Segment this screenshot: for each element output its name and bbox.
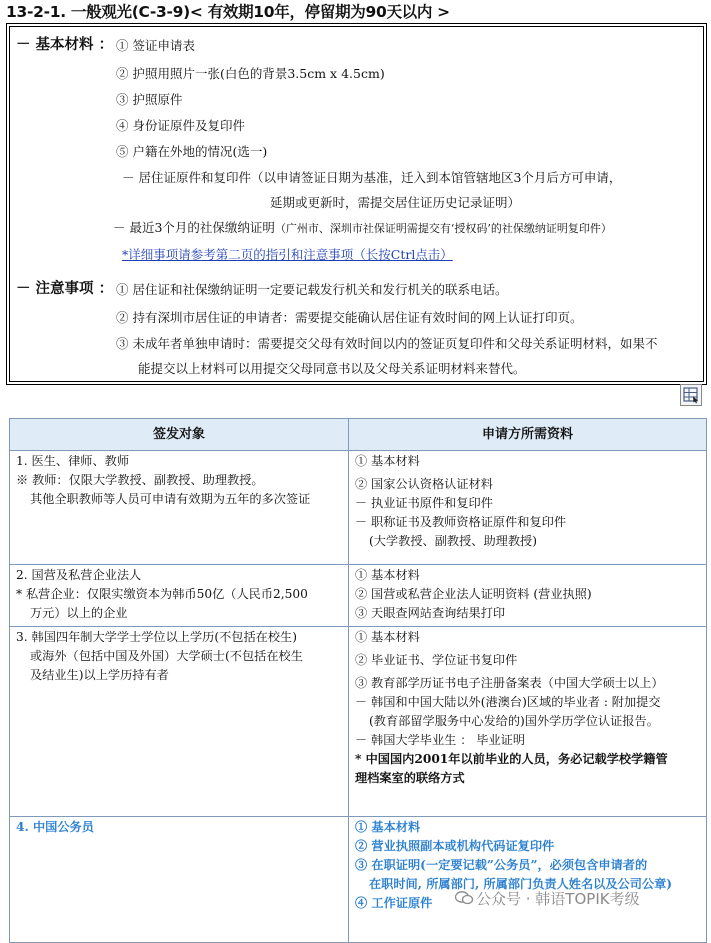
cell-line: ③ 在职证明(一定要记载”公务员”，必须包含申请者的 xyxy=(355,858,648,872)
cell-line: 2. 国营及私营企业法人 xyxy=(16,568,142,582)
table-row xyxy=(10,451,707,565)
basic-item: ④ 身份证原件及复印件 xyxy=(116,118,245,133)
cell-line: － 职称证书及教师资格证原件和复印件 xyxy=(355,515,567,529)
notes-heading: － 注意事项 ： xyxy=(16,281,114,297)
basic-info-box xyxy=(9,26,704,382)
target-cell xyxy=(10,451,349,565)
cell-line: 1. 医生、律师、教师 xyxy=(16,454,130,468)
note-item: ② 持有深圳市居住证的申请者：需要提交能确认居住证有效时间的网上认证打印页。 xyxy=(116,310,583,325)
cell-line: ② 毕业证书、学位证书复印件 xyxy=(355,653,518,667)
target-cell xyxy=(10,627,349,817)
basic-item-text: － 最近3个月的社保缴纳证明 xyxy=(113,220,275,235)
table-row xyxy=(10,565,707,627)
cell-line: ① 基本材料 xyxy=(355,820,421,834)
materials-cell xyxy=(349,817,707,943)
basic-item xyxy=(113,218,612,236)
cell-line: ② 营业执照副本或机构代码证复印件 xyxy=(355,839,555,853)
cell-line: ③ 天眼查网站查询结果打印 xyxy=(355,606,506,620)
cell-line: 3. 韩国四年制大学学士学位以上学历(不包括在校生) xyxy=(16,630,297,644)
cell-line: 及结业生)以上学历持有者 xyxy=(30,668,169,682)
basic-item: － 居住证原件和复印件（以申请签证日期为基准，迁入到本馆管辖地区3个月后方可申请， xyxy=(122,170,622,185)
cell-line: 或海外（包括中国及外国）大学硕士(不包括在校生 xyxy=(30,649,303,663)
cell-line: 万元）以上的企业 xyxy=(30,606,128,620)
table-header-row xyxy=(10,419,707,451)
basic-item: ③ 护照原件 xyxy=(116,92,183,107)
watermark-text: 公众号 · 韩语TOPIK考级 xyxy=(476,890,640,908)
cell-line: － 韩国大学毕业生 ： 毕业证明 xyxy=(355,733,526,747)
watermark xyxy=(455,888,640,909)
cell-line: 理档案室的联络方式 xyxy=(355,771,465,785)
table-select-icon[interactable] xyxy=(680,384,702,406)
cell-line: * 私营企业：仅限实缴资本为韩币50亿（人民币2,500 xyxy=(16,587,308,601)
cell-line: 在职时间, 所属部门, 所属部门负责人姓名以及公司公章) xyxy=(369,877,673,891)
target-cell xyxy=(10,817,349,943)
materials-cell xyxy=(349,565,707,627)
cell-line: 4. 中国公务员 xyxy=(16,820,94,834)
column-header: 签发对象 xyxy=(10,419,349,451)
note-item: 能提交以上材料可以用提交父母同意书以及父母关系证明材料来替代。 xyxy=(138,361,526,376)
cell-line: － 执业证书原件和复印件 xyxy=(355,496,493,510)
basic-item: ② 护照用照片一张(白色的背景3.5cm x 4.5cm) xyxy=(116,66,385,81)
table-row xyxy=(10,627,707,817)
cell-line: ② 国家公认资格认证材料 xyxy=(355,477,493,491)
basic-item: ① 签证申请表 xyxy=(116,38,195,53)
cell-line: ③ 教育部学历证书电子注册备案表（中国大学硕士以上） xyxy=(355,676,664,690)
cell-line: － 韩国和中国大陆以外(港澳台)区域的毕业者 : 附加提交 xyxy=(355,695,661,709)
cell-line: (大学教授、副教授、助理教授) xyxy=(369,534,537,548)
basic-materials-heading: － 基本材料 ： xyxy=(16,37,114,53)
cell-line: ※ 教师：仅限大学教授、副教授、助理教授。 xyxy=(16,473,264,487)
cell-line: ① 基本材料 xyxy=(355,454,420,468)
cell-line: ② 国营或私营企业法人证明资料 (营业执照) xyxy=(355,587,592,601)
materials-cell xyxy=(349,627,707,817)
note-item: ③ 未成年者单独申请时：需要提交父母有效时间以内的签证页复印件和父母关系证明材料，如果不 xyxy=(116,336,658,351)
cell-line: 其他全职教师等人员可申请有效期为五年的多次签证 xyxy=(30,492,311,506)
requirements-table xyxy=(9,418,707,943)
materials-cell xyxy=(349,451,707,565)
cell-line: (教育部留学服务中心发给的)国外学历学位认证报告。 xyxy=(369,714,659,728)
target-cell xyxy=(10,565,349,627)
basic-item: ⑤ 户籍在外地的情况(选一) xyxy=(116,144,268,159)
detail-guide-link[interactable]: *详细事项请参考第二页的指引和注意事项（长按Ctrl点击） xyxy=(122,247,453,262)
basic-item-note: （广州市、深圳市社保证明需提交有‘授权码’的社保缴纳证明复印件） xyxy=(274,222,612,235)
cell-line: ① 基本材料 xyxy=(355,568,420,582)
cell-line: ④ 工作证原件 xyxy=(355,896,433,910)
note-item: ① 居住证和社保缴纳证明一定要记载发行机关和发行机关的联系电话。 xyxy=(116,282,508,297)
cell-line: ① 基本材料 xyxy=(355,630,420,644)
page-title: 13-2-1. 一般观光(C-3-9)< 有效期10年，停留期为90天以内 > xyxy=(6,3,450,21)
column-header: 申请方所需资料 xyxy=(349,419,707,451)
basic-item: 延期或更新时，需提交居住证历史记录证明） xyxy=(270,195,521,210)
table-row xyxy=(10,817,707,943)
wechat-icon xyxy=(455,891,473,905)
cell-line: * 中国国内2001年以前毕业的人员，务必记载学校学籍管 xyxy=(355,752,668,766)
